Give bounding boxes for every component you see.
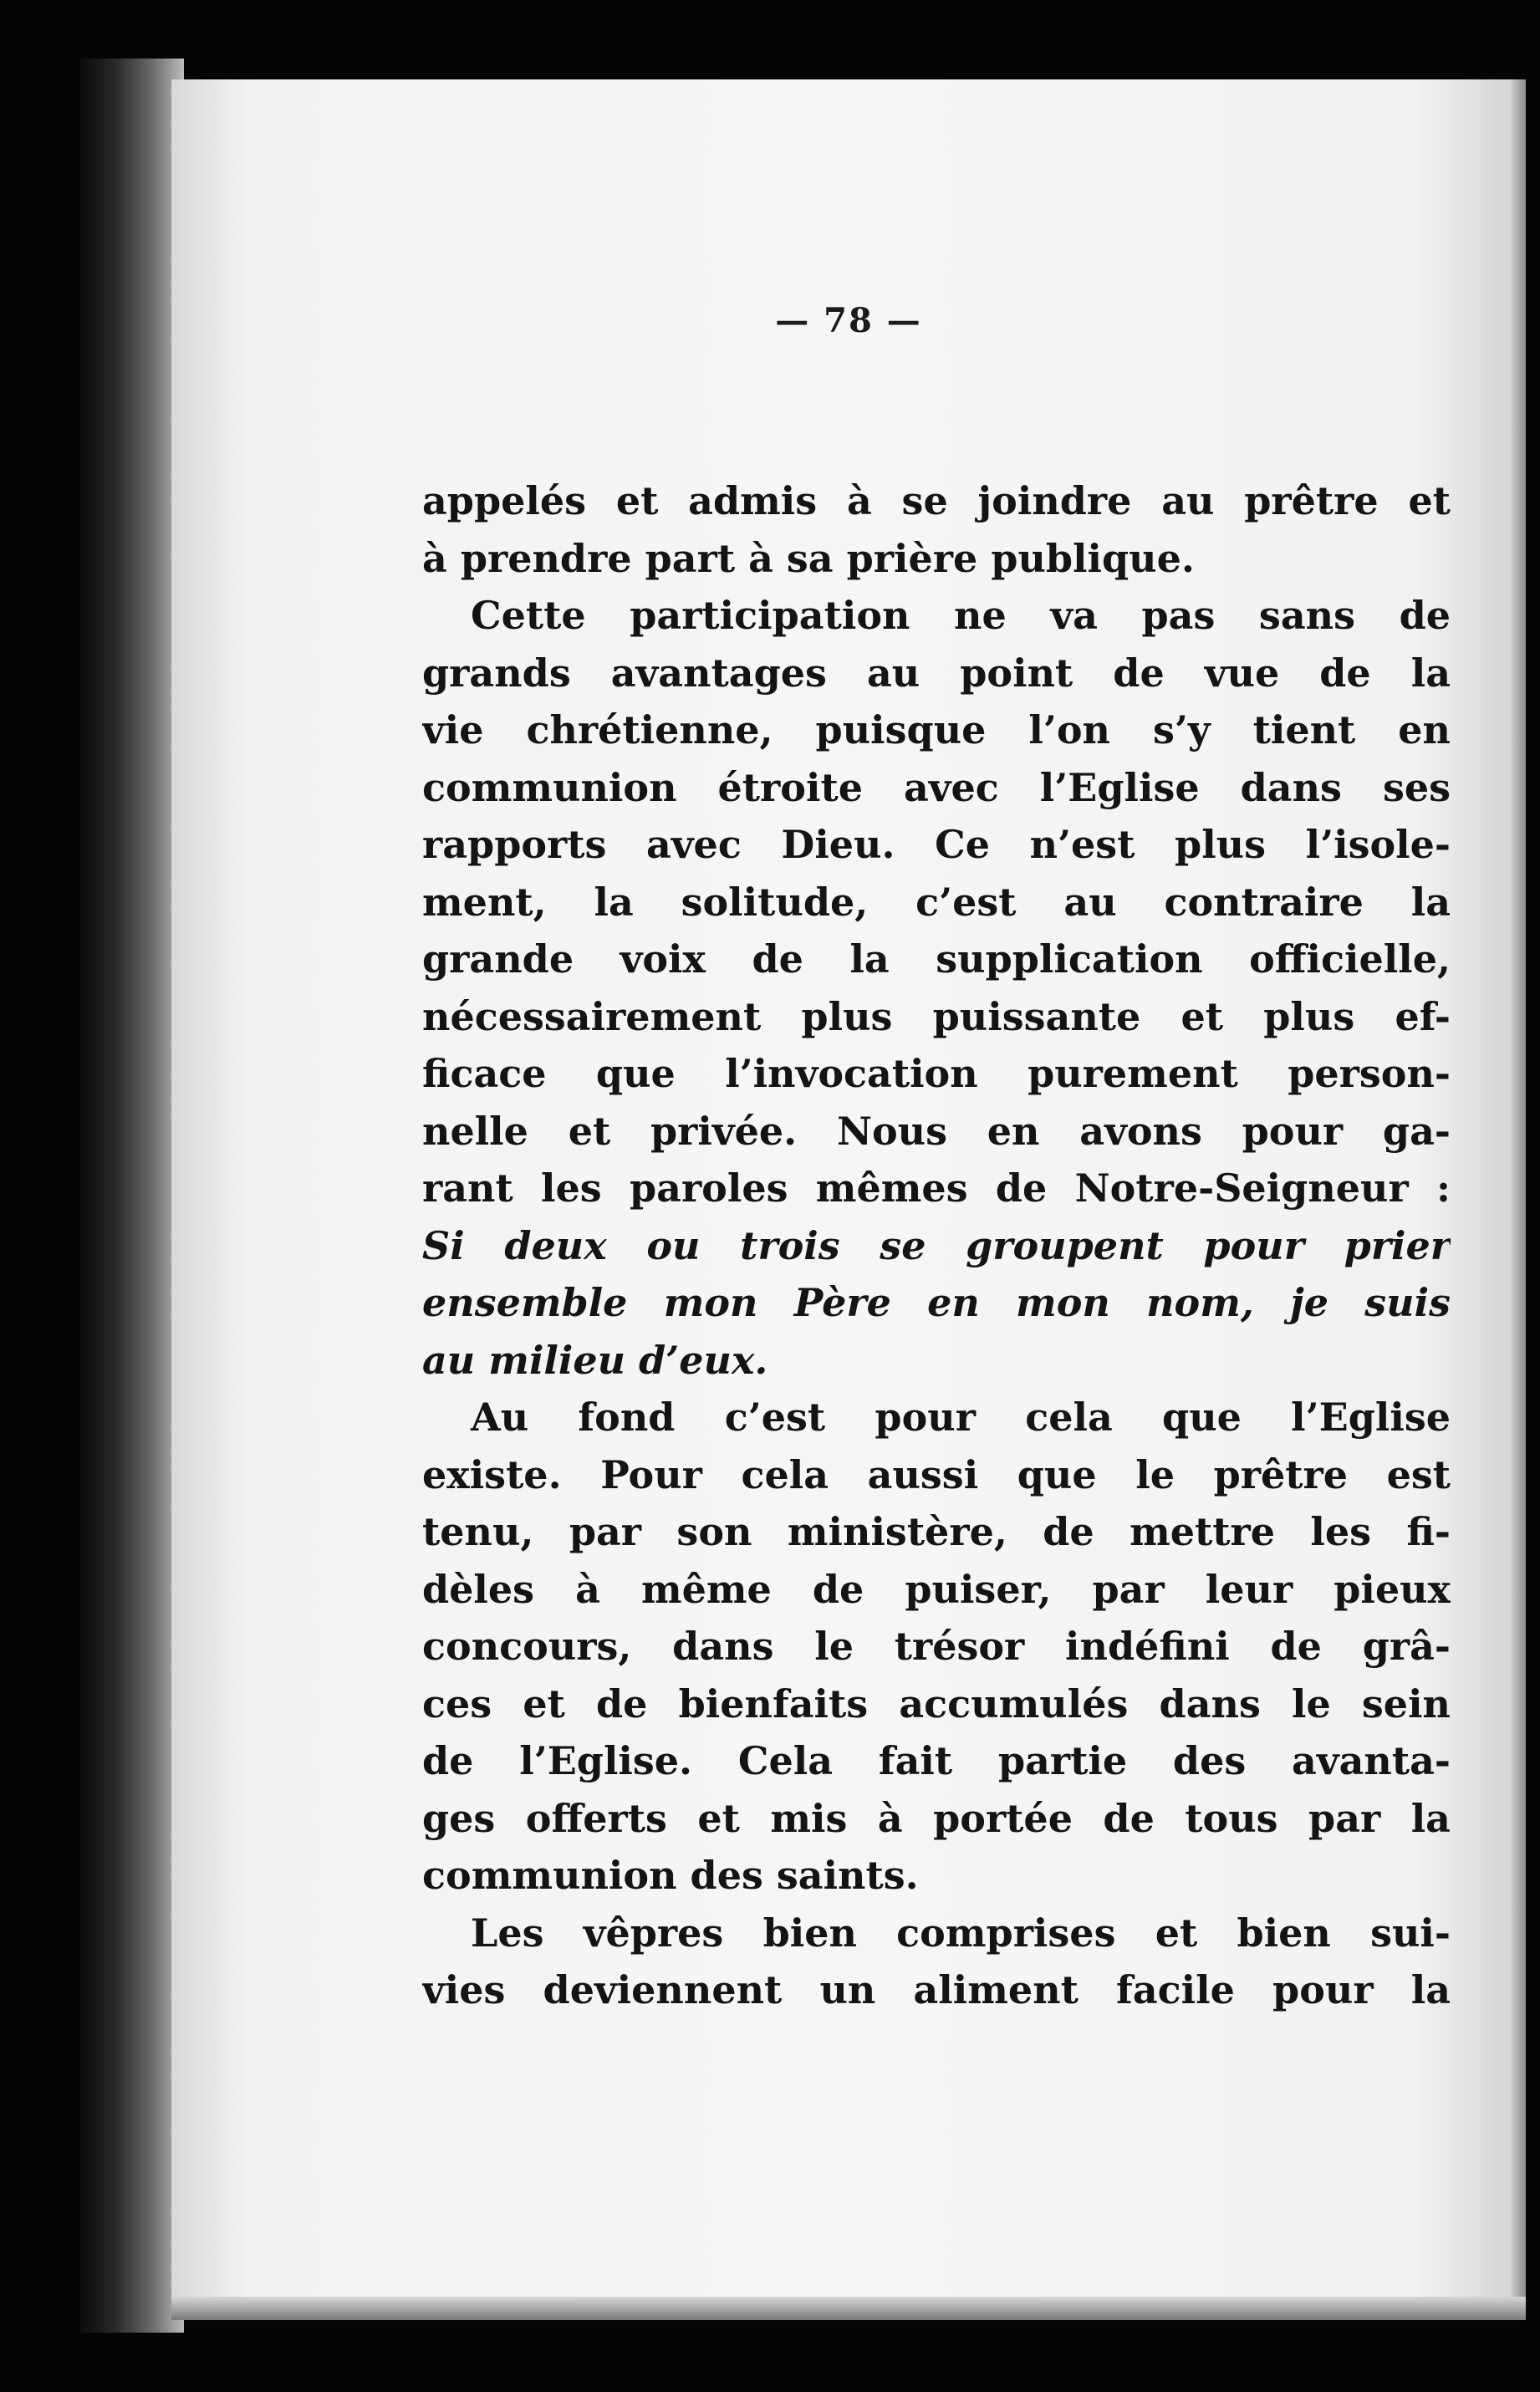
text-line: au milieu d’eux. (422, 1337, 768, 1383)
text-line: ces et de bienfaits accumulés dans le sein (422, 1681, 1451, 1726)
text-line: de l’Eglise. Cela fait partie des avanta- (422, 1738, 1451, 1783)
text-line: concours, dans le trésor indéfini de grâ- (422, 1624, 1451, 1669)
page-edge-right (1511, 79, 1526, 2320)
book-page (171, 79, 1526, 2320)
text-line: existe. Pour cela aussi que le prêtre est (422, 1451, 1451, 1497)
text-line: ensemble mon Père en mon nom, je suis (422, 1280, 1451, 1325)
text-line: rapports avec Dieu. Ce n’est plus l’isole- (422, 822, 1451, 867)
text-line: vies deviennent un aliment facile pour la (422, 1967, 1451, 2012)
text-line: communion étroite avec l’Eglise dans ses (422, 764, 1451, 810)
text-line: communion des saints. (422, 1853, 919, 1898)
text-line: Les vêpres bien comprises et bien sui- (471, 1910, 1451, 1956)
text-line: ges offerts et mis à portée de tous par la (422, 1795, 1451, 1841)
text-line: dèles à même de puiser, par leur pieux (422, 1566, 1451, 1612)
page-edge-bottom (171, 2297, 1526, 2320)
text-line: ment, la solitude, c’est au contraire la (422, 879, 1451, 925)
book-spine-shadow (79, 59, 184, 2333)
text-line: Cette participation ne va pas sans de (471, 593, 1451, 638)
text-line: appelés et admis à se joindre au prêtre et (422, 478, 1451, 523)
text-line: à prendre part à sa prière publique. (422, 535, 1195, 581)
text-line: Au fond c’est pour cela que l’Eglise (471, 1395, 1451, 1440)
text-line: grands avantages au point de vue de la (422, 650, 1451, 696)
text-line: nécessairement plus puissante et plus ef- (422, 993, 1451, 1039)
text-line: Si deux ou trois se groupent pour prier (422, 1222, 1451, 1268)
text-line: grande voix de la supplication officielle, (422, 936, 1451, 982)
page-number: — 78 — (775, 301, 922, 340)
text-line: vie chrétienne, puisque l’on s’y tient en (422, 707, 1451, 752)
text-line: ficace que l’invocation purement person- (422, 1051, 1451, 1096)
text-line: rant les paroles mêmes de Notre-Seigneur : (422, 1165, 1451, 1211)
text-line: nelle et privée. Nous en avons pour ga- (422, 1108, 1451, 1154)
text-line: tenu, par son ministère, de mettre les fi- (422, 1509, 1451, 1554)
body-text (422, 472, 1451, 2019)
